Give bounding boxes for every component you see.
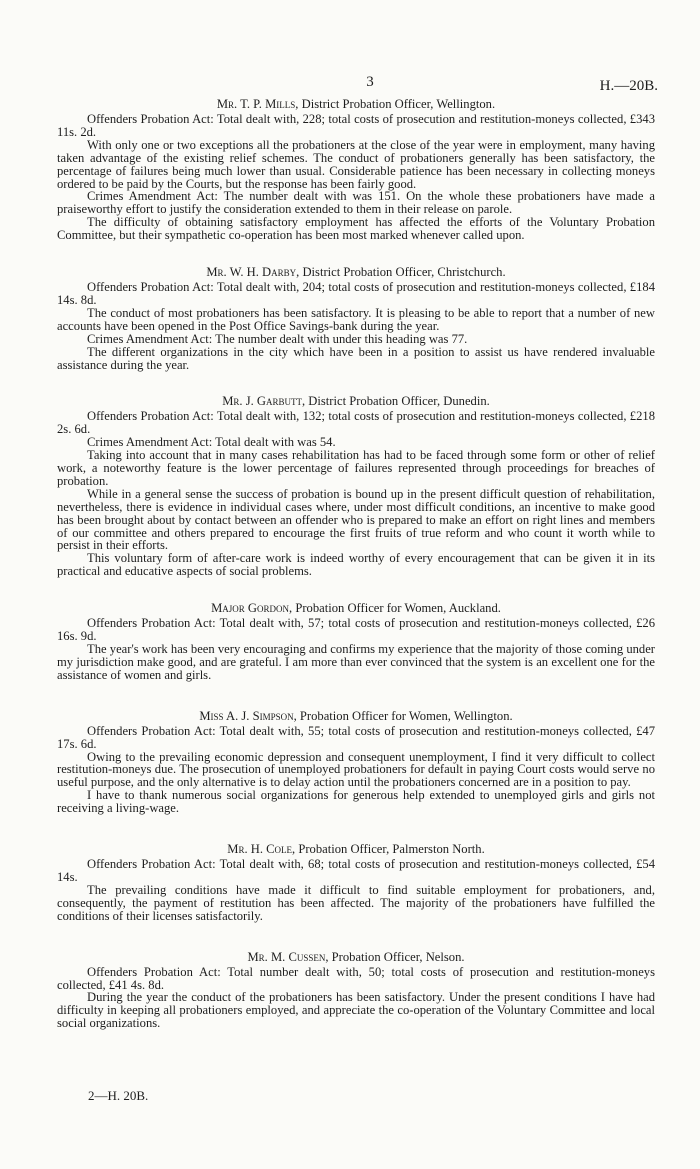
- paragraph: Offenders Probation Act: Total dealt with, 55; total costs of prosecution and restitution-moneys collected, £47 17s. 6d.: [57, 723, 655, 751]
- paragraph: Owing to the prevailing economic depression and consequent unemployment, I find it very difficult to collect restitution-moneys due. The prosecution of unemployed probationers for default in paying Court costs would serve no useful purpose, and the only alternative is to delay action until the probationers concerned are in a position to pay.: [57, 749, 655, 790]
- report-section-cussen: [57, 949, 655, 1031]
- officer-name: Mr. M. Cussen: [247, 949, 326, 964]
- footer-reference: 2—H. 20B.: [88, 1088, 149, 1103]
- paragraph: Crimes Amendment Act: The number dealt with was 151. On the whole these probationers have made a praiseworthy effort to justify the consideration extended to them in their release on parole.: [57, 189, 655, 217]
- officer-title: , Probation Officer for Women, Auckland.: [289, 601, 501, 616]
- officer-name: Major Gordon: [211, 601, 290, 616]
- report-body: [57, 96, 655, 1030]
- officer-title: , Probation Officer for Women, Wellington.: [293, 708, 513, 723]
- document-reference: H.—20B.: [599, 78, 658, 94]
- report-section-garbutt: [57, 393, 655, 578]
- officer-title: , District Probation Officer, Wellington.: [295, 97, 496, 111]
- paragraph: The conduct of most probationers has been satisfactory. It is pleasing to be able to report that a number of new accounts have been opened in the Post Office Savings-bank during the year.: [57, 305, 655, 333]
- paragraph: While in a general sense the success of probation is bound up in the present difficult question of rehabilitation, nevertheless, there is evidence in individual cases where, under most difficult conditions, an incentive to make good has been brought about by contact between an offender who is prepared to make an effort on right lines and members of our committee and others prepared to encourage the first fruits of true reform and who count it worth while to persist in their efforts.: [57, 486, 655, 553]
- report-section-gordon: [57, 600, 655, 682]
- officer-name: Mr. W. H. Darby: [206, 265, 297, 280]
- section-heading: [57, 841, 655, 857]
- paragraph: Offenders Probation Act: Total dealt with, 132; total costs of prosecution and restitution-moneys collected, £218 2s. 6d.: [57, 409, 655, 437]
- report-section-simpson: [57, 708, 655, 815]
- section-heading: [57, 708, 655, 724]
- paragraph: I have to thank numerous social organizations for generous help extended to unemployed girls and girls not receiving a living-wage.: [57, 788, 655, 816]
- report-section-darby: [57, 264, 655, 371]
- paragraph: The difficulty of obtaining satisfactory employment has affected the efforts of the Voluntary Probation Committee, but their sympathetic co-operation has been most marked whenever called upon.: [57, 215, 655, 243]
- officer-title: , Probation Officer, Palmerston North.: [292, 842, 485, 857]
- report-section-mills: [57, 96, 655, 242]
- paragraph: The prevailing conditions have made it difficult to find suitable employment for probationers, and, consequently, the payment of restitution has been affected. The majority of the probationers have fulfilled the conditions of their licenses satisfactorily.: [57, 882, 655, 923]
- paragraph: With only one or two exceptions all the probationers at the close of the year were in employment, many having taken advantage of the existing relief schemes. The conduct of probationers generally has been satisfactory, the percentage of failures being much lower than usual. Considerable patience has been necessary in collecting moneys ordered to be paid by the Courts, but the response has been fairly good.: [57, 137, 655, 191]
- officer-name: Mr. T. P. Mills: [216, 97, 296, 111]
- page-number: 3: [366, 74, 374, 90]
- officer-name: Mr. J. Garbutt: [222, 394, 302, 409]
- officer-title: , District Probation Officer, Christchurch.: [296, 265, 506, 280]
- paragraph: Taking into account that in many cases rehabilitation has had to be faced through some form or other of relief work, a noteworthy feature is the lower percentage of failures represented through proceedings for breaches of probation.: [57, 448, 655, 488]
- paragraph: This voluntary form of after-care work is indeed worthy of every encouragement that can be given it in its practical and educative aspects of social problems.: [57, 551, 655, 579]
- paragraph: Crimes Amendment Act: Total dealt with was 54.: [87, 435, 336, 450]
- section-heading: [57, 96, 655, 112]
- paragraph: The year's work has been very encouraging and confirms my experience that the majority of those coming under my jurisdiction make good, and are grateful. I am more than ever convinced that the system is an excellent one for the assistance of women and girls.: [57, 642, 655, 682]
- paragraph: The different organizations in the city which have been in a position to assist us have rendered invaluable assistance during the year.: [57, 344, 655, 372]
- officer-title: , Probation Officer, Nelson.: [325, 949, 465, 964]
- officer-title: , District Probation Officer, Dunedin.: [302, 394, 490, 409]
- paragraph: Offenders Probation Act: Total dealt with, 57; total costs of prosecution and restitution-moneys collected, £26 16s. 9d.: [57, 616, 655, 644]
- section-heading: [57, 393, 655, 409]
- officer-name: Miss A. J. Simpson: [199, 708, 294, 723]
- paragraph: Offenders Probation Act: Total dealt with, 68; total costs of prosecution and restitution-moneys collected, £54 14s.: [57, 857, 655, 884]
- section-heading: [57, 264, 655, 280]
- report-section-cole: [57, 841, 655, 923]
- paragraph: Offenders Probation Act: Total dealt with, 204; total costs of prosecution and restitution-moneys collected, £184 14s. 8d.: [57, 280, 655, 307]
- section-heading: [57, 949, 655, 965]
- paragraph: Crimes Amendment Act: The number dealt with under this heading was 77.: [87, 331, 468, 346]
- paragraph: Offenders Probation Act: Total dealt with, 228; total costs of prosecution and restitution-moneys collected, £343 11s. 2d.: [57, 112, 655, 139]
- paragraph: During the year the conduct of the probationers has been satisfactory. Under the present conditions I have had difficulty in keeping all probationers employed, and appreciate the co-operation of the Voluntary Committee and local social organizations.: [57, 990, 655, 1031]
- paragraph: Offenders Probation Act: Total number dealt with, 50; total costs of prosecution and restitution-moneys collected, £41 4s. 8d.: [57, 964, 655, 992]
- section-heading: [57, 600, 655, 616]
- officer-name: Mr. H. Cole: [227, 842, 293, 857]
